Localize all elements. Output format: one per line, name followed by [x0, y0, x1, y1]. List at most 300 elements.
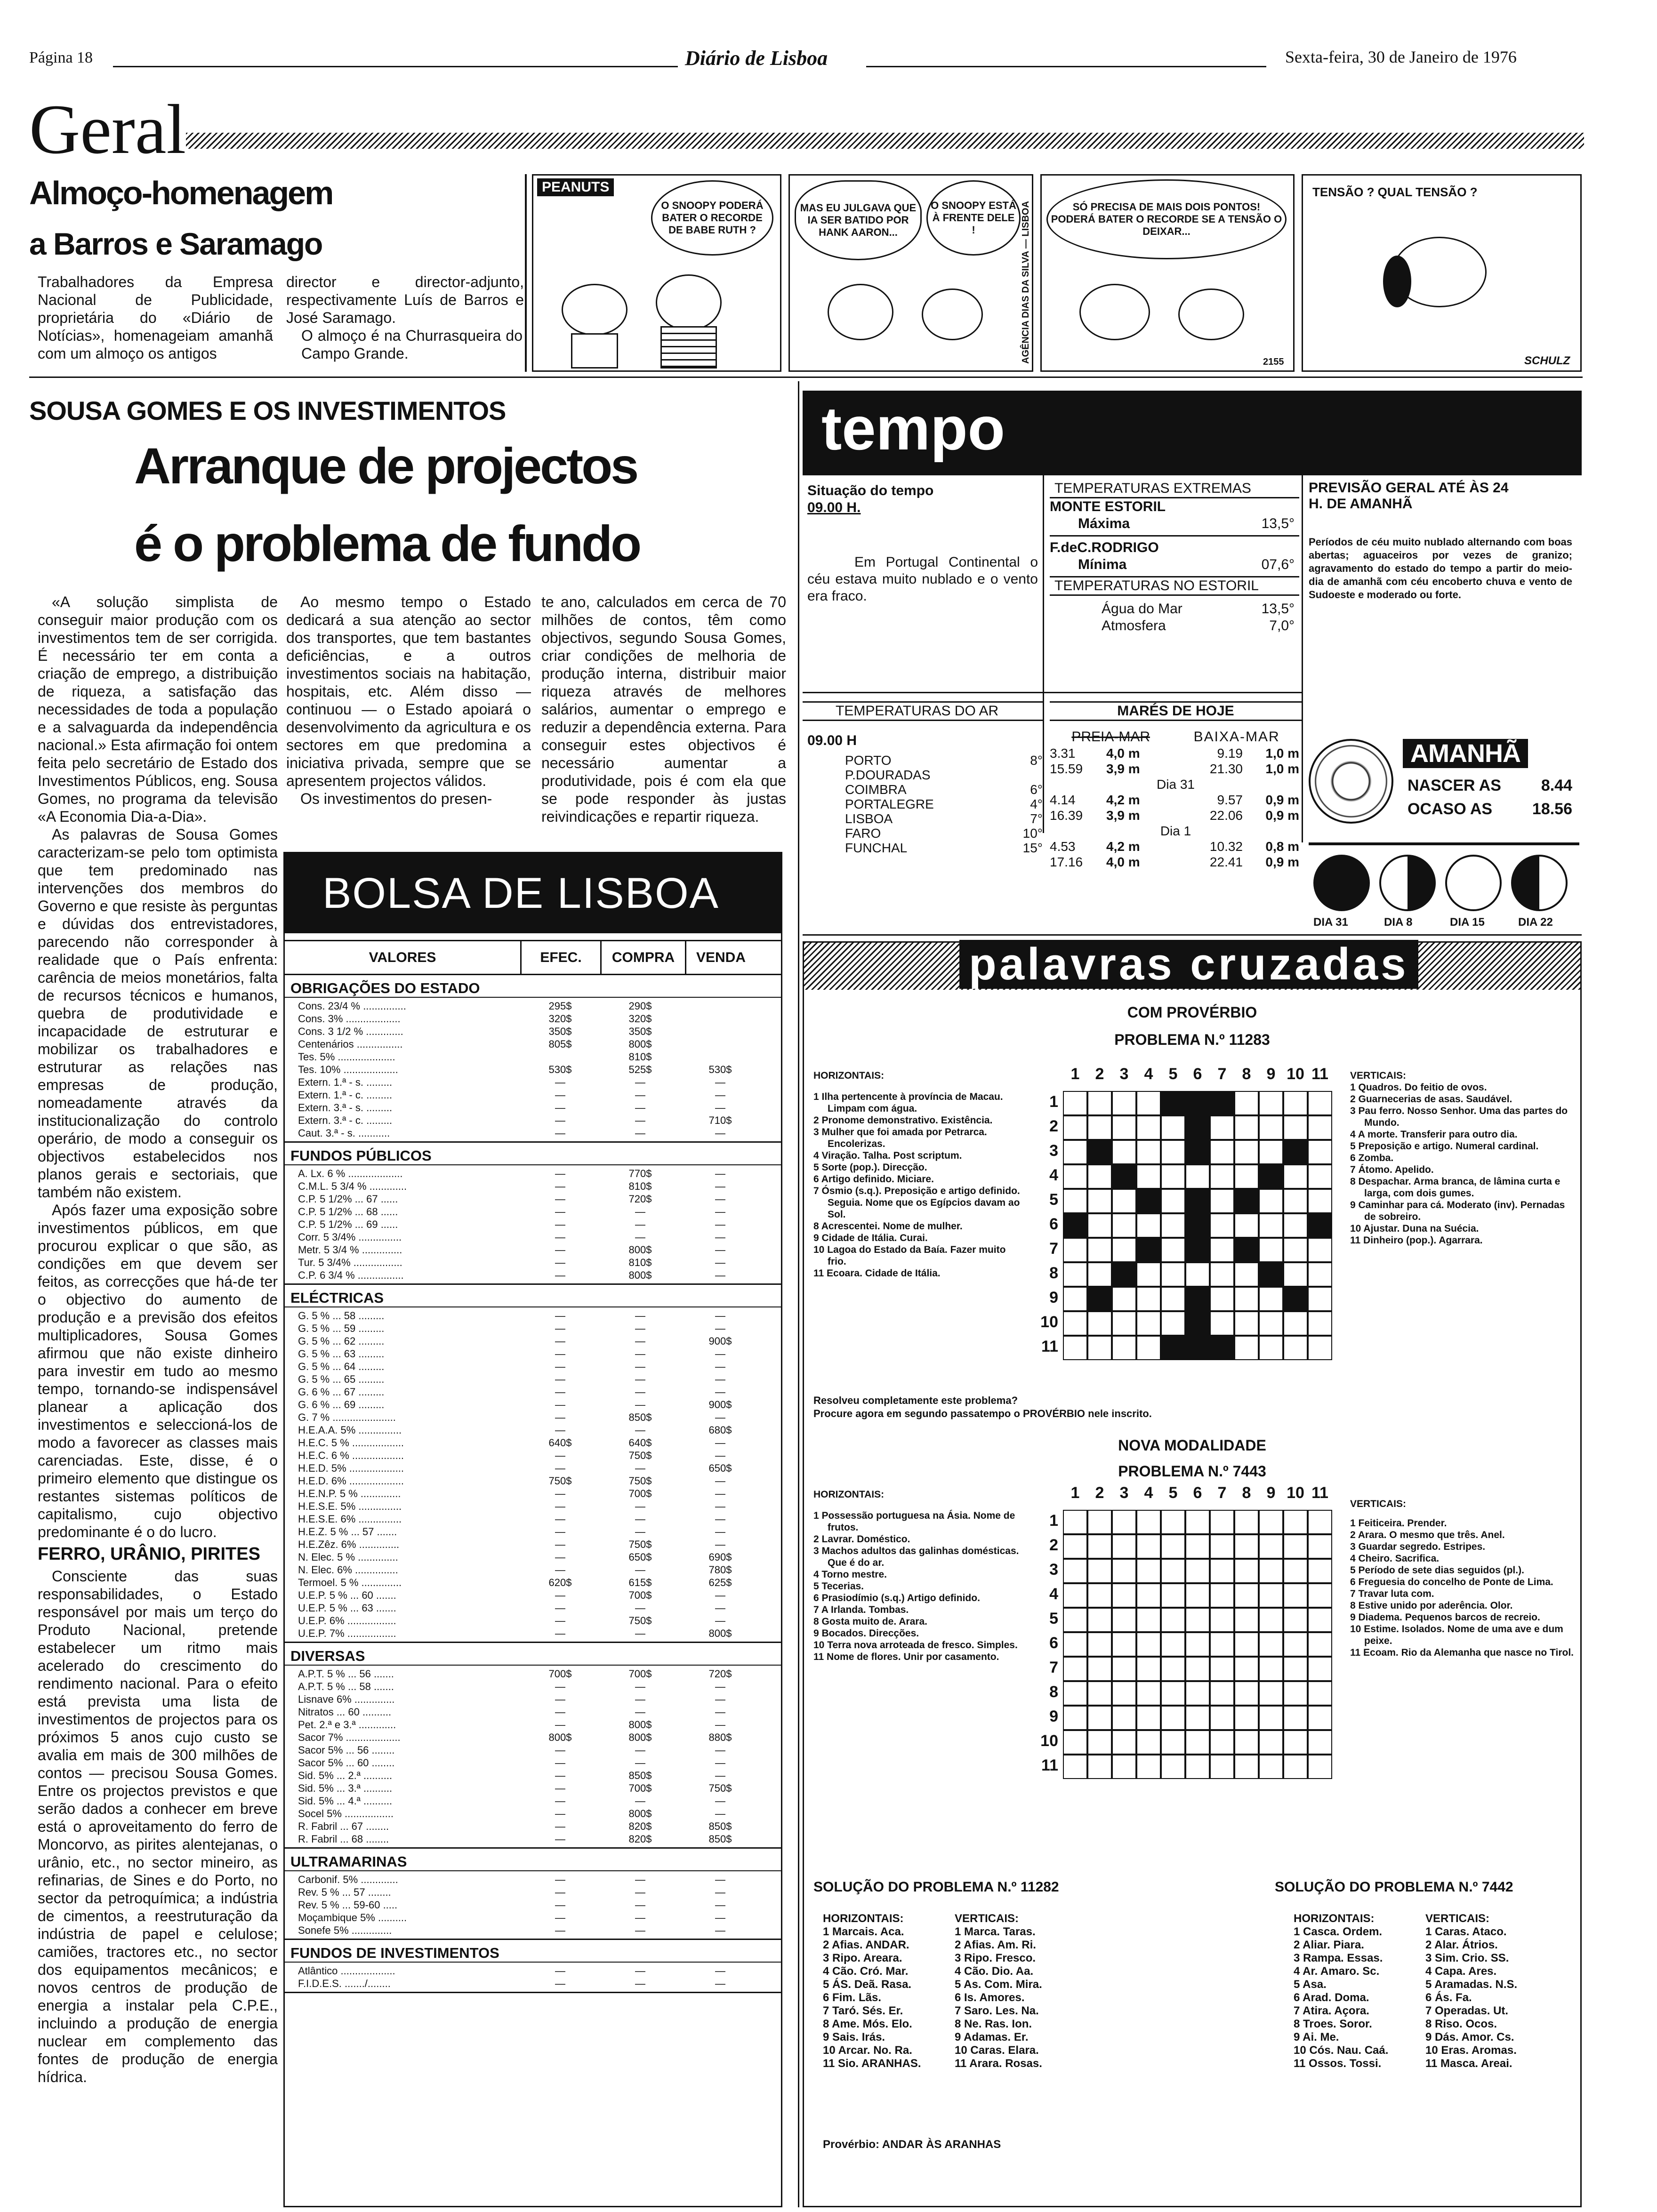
brief-col-2: director e director-adjunto, respectivamente Luís de Barros e José Saramago. — [286, 273, 524, 326]
grid-cell — [1234, 1534, 1259, 1559]
clue-item: 1 Feiticeira. Prender. — [1350, 1518, 1447, 1529]
bolsa-valor: A.P.T. 5 % ... 58 ....... — [298, 1681, 394, 1692]
mares-baixa-time: 22.06 — [1209, 808, 1243, 823]
clue-item: 1 Caras. Ataco. — [1425, 1925, 1507, 1938]
grid-cell-black — [1185, 1189, 1210, 1213]
grid-cell — [1161, 1534, 1185, 1559]
grid-cell-black — [1259, 1262, 1283, 1287]
clue-item: 3 Mulher que foi amada por Petrarca. Encolerizas. — [813, 1127, 987, 1149]
bolsa-row — [285, 1680, 781, 1693]
comic-bubble-3: O SNOOPY ESTÁ À FRENTE DELE ! — [926, 180, 1021, 256]
clue-item: 4 Capa. Ares. — [1425, 1965, 1497, 1978]
grid-cell — [1112, 1213, 1136, 1238]
atm-row — [1050, 617, 1299, 634]
bolsa-compra: — — [635, 1231, 645, 1243]
bolsa-efec: — — [555, 1795, 565, 1807]
grid-cell — [1283, 1706, 1308, 1730]
crossword-grid-1 — [1025, 1065, 1345, 1376]
bolsa-venda: — — [715, 1076, 725, 1088]
sol2-h-head: HORIZONTAIS: — [1294, 1912, 1375, 1925]
moon-new-icon — [1313, 855, 1370, 911]
grid-cell — [1259, 1091, 1283, 1115]
grid-cell — [1112, 1706, 1136, 1730]
bolsa-valor: C.M.L. 5 3/4 % ............. — [298, 1180, 407, 1192]
comic-number: 2155 — [1263, 357, 1284, 367]
bolsa-efec: 800$ — [548, 1731, 572, 1743]
crossword-title: palavras cruzadas — [959, 940, 1418, 989]
sol2-v-head: VERTICAIS: — [1425, 1912, 1490, 1925]
clue-item: 2 Afias. Am. Ri. — [955, 1939, 1036, 1951]
grid-cell — [1210, 1632, 1234, 1657]
grid-cell — [1112, 1681, 1136, 1706]
clue-item: 9 Bocados. Direcções. — [813, 1628, 919, 1639]
mares-preia-height: 4,0 m — [1106, 746, 1140, 761]
clue-item: 2 Arara. O mesmo que três. Anel. — [1350, 1530, 1505, 1540]
bolsa-valor: C.P. 5 1/2% ... 69 ...... — [298, 1218, 398, 1230]
bolsa-valor: H.E.Zêz. 6% .............. — [298, 1539, 400, 1550]
mares-baixa-height: 0,9 m — [1265, 855, 1299, 869]
bolsa-row — [285, 1000, 781, 1012]
grid-cell — [1259, 1583, 1283, 1608]
clue-item: 5 Período de sete dias seguidos (pl.). — [1350, 1565, 1524, 1576]
bolsa-efec: — — [555, 1615, 565, 1627]
bolsa-compra: 700$ — [628, 1488, 652, 1499]
grid-cell — [1210, 1608, 1234, 1632]
bolsa-efec: — — [555, 1193, 565, 1205]
bolsa-row — [285, 1101, 781, 1114]
bolsa-venda: — — [715, 1269, 725, 1281]
clue-item: 11 Sio. ARANHAS. — [823, 2057, 921, 2070]
bolsa-efec: — — [555, 1462, 565, 1474]
grid-cell — [1136, 1311, 1161, 1336]
grid-cell — [1283, 1262, 1308, 1287]
grid-col-number: 3 — [1119, 1065, 1129, 1083]
grid-cell — [1308, 1189, 1332, 1213]
clue-item: 9 Sais. Irás. — [823, 2031, 885, 2044]
grid-cell — [1210, 1164, 1234, 1189]
grid-cell — [1063, 1115, 1087, 1140]
bolsa-efec: — — [555, 1076, 565, 1088]
bolsa-col-efec: EFEC. — [520, 940, 600, 975]
grid-cell — [1136, 1164, 1161, 1189]
grid-cell — [1308, 1115, 1332, 1140]
clue-item: 2 Pronome demonstrativo. Existência. — [813, 1115, 993, 1126]
clue-item: 2 Aliar. Piara. — [1294, 1939, 1364, 1951]
grid-cell-black — [1234, 1189, 1259, 1213]
problem-2-title: PROBLEMA N.º 7443 — [1118, 1463, 1266, 1480]
bolsa-venda: — — [715, 1539, 725, 1550]
bolsa-row — [285, 1667, 781, 1680]
clue-item: 8 Despachar. Arma branca, de lâmina curta e larga, com dois gumes. — [1350, 1176, 1560, 1199]
bolsa-row — [285, 1025, 781, 1038]
amanha-label: AMANHÃ — [1403, 739, 1528, 768]
page-number: Página 18 — [29, 49, 93, 66]
bolsa-title: BOLSA DE LISBOA — [285, 853, 781, 933]
bolsa-valor: Tur. 5 3/4% ................. — [298, 1257, 402, 1268]
clue-item: 8 Acrescentei. Nome de mulher. — [813, 1221, 963, 1232]
bolsa-efec: — — [555, 1526, 565, 1538]
grid-cell — [1259, 1510, 1283, 1534]
grid-cell — [1308, 1311, 1332, 1336]
grid-cell — [1234, 1115, 1259, 1140]
main-vertical-rule — [798, 381, 799, 2207]
article-kicker: SOUSA GOMES E OS INVESTIMENTOS — [29, 396, 506, 425]
grid-cell — [1308, 1608, 1332, 1632]
bolsa-compra: 700$ — [628, 1589, 652, 1601]
grid-cell — [1087, 1706, 1112, 1730]
bolsa-valor: H.E.Z. 5 % ... 57 ....... — [298, 1526, 397, 1538]
grid-cell-black — [1185, 1311, 1210, 1336]
grid-cell — [1185, 1262, 1210, 1287]
bolsa-valor: H.E.C. 5 % .................. — [298, 1437, 404, 1449]
bolsa-valor: Metr. 5 3/4 % .............. — [298, 1244, 402, 1256]
clue-item: 4 Torno mestre. — [813, 1569, 887, 1580]
grid-cell — [1063, 1657, 1087, 1681]
grid-cell — [1308, 1657, 1332, 1681]
bolsa-valor: C.P. 6 3/4 % ................ — [298, 1269, 404, 1281]
clue-item: 10 Caras. Elara. — [955, 2044, 1039, 2057]
bolsa-col-venda: VENDA — [685, 940, 756, 975]
ar-city-temp: 6° — [1030, 782, 1043, 797]
comic-bubble-5: TENSÃO ? QUAL TENSÃO ? — [1312, 185, 1478, 199]
article-para-4: Consciente das suas responsabilidades, o Estado responsável por mais um terço do Produto Nacional, pretende estabelecer um ritmo mais acelerado do crescimento do rendimento nacional. Para o efeito está prevista uma lista de investimentos de projectos para os próximos 5 anos cujo custo se avalia em mais de 300 milhões de contos — precisou Sousa Gomes. Entre os projectos previstos e que serão dados a conhecer em breve está o aproveitamento do ferro de Moncorvo, as pirites alentejanas, o urânio, etc., no sector mineiro, as refinarias, de Sines e do Porto, no sector da petroquímica; a indústria de cimentos, a reestruturação da indústria de papel e celulose; camiões, tractores etc., no sector dos equipamentos mecânicos; e novos centros de produção de energia a instalar pela C.P.E., incluindo a produção de energia nuclear em complemento das fontes de produção de energia hídrica. — [38, 1568, 278, 2085]
clue-item: 3 Ripo. Areara. — [823, 1952, 902, 1964]
grid-cell — [1087, 1238, 1112, 1262]
grid-cell — [1234, 1583, 1259, 1608]
grid-cell — [1063, 1140, 1087, 1164]
brief-col-1: Trabalhadores da Empresa Nacional de Publicidade, proprietária do «Diário de Notícias», homenageiam amanhã com um almoço os antigos — [38, 273, 273, 362]
bolsa-row — [285, 1693, 781, 1706]
ocaso-row — [1408, 800, 1572, 818]
grid-cell — [1308, 1336, 1332, 1360]
maxima-row — [1050, 515, 1299, 537]
sol1-proverb: Provérbio: ANDAR ÀS ARANHAS — [823, 2138, 1001, 2151]
grid-cell — [1308, 1583, 1332, 1608]
bolsa-compra: — — [635, 1744, 645, 1756]
grid-cell — [1112, 1287, 1136, 1311]
grid-row-number: 11 — [1041, 1756, 1058, 1774]
ar-city-row — [803, 768, 1043, 782]
clue-item: 1 Casca. Ordem. — [1294, 1925, 1383, 1938]
mares-head: MARÉS DE HOJE — [1050, 701, 1302, 721]
grid-cell — [1210, 1730, 1234, 1755]
grid-cell-black — [1063, 1213, 1087, 1238]
grid-col-number: 7 — [1217, 1484, 1227, 1502]
clue-item: 10 Estime. Isolados. Nome de uma ave e dum peixe. — [1350, 1624, 1563, 1646]
grid-row-number: 3 — [1049, 1142, 1058, 1160]
mares-preia-height: 3,9 m — [1106, 808, 1140, 823]
agua-row — [1050, 596, 1299, 617]
bolsa-efec: — — [555, 1399, 565, 1411]
bolsa-efec: — — [555, 1361, 565, 1372]
bolsa-row — [285, 1167, 781, 1180]
bolsa-row — [285, 1886, 781, 1899]
bolsa-row — [285, 1706, 781, 1718]
article-subhead: FERRO, URÂNIO, PIRITES — [38, 1544, 260, 1564]
clue-item: 5 As. Com. Mira. — [955, 1978, 1042, 1991]
bolsa-venda: — — [715, 1912, 725, 1923]
bolsa-section-rows — [285, 1665, 781, 1849]
p1-note-1: Resolveu completamente este problema? — [813, 1395, 1018, 1406]
bolsa-venda: 850$ — [708, 1833, 732, 1845]
grid-cell — [1161, 1681, 1185, 1706]
bolsa-venda: — — [715, 1180, 725, 1192]
bolsa-efec: 350$ — [548, 1026, 572, 1037]
bolsa-row — [285, 1475, 781, 1487]
bolsa-efec: — — [555, 1808, 565, 1819]
grid-cell — [1234, 1091, 1259, 1115]
ar-city-temp: 15° — [1022, 841, 1043, 855]
bolsa-efec: — — [555, 1744, 565, 1756]
sol1-horizontal — [823, 1925, 955, 2070]
clue-item: 9 Ai. Me. — [1294, 2031, 1339, 2044]
mares-preia-time: 4.53 — [1050, 839, 1076, 854]
bolsa-row — [285, 1924, 781, 1937]
bolsa-efec: — — [555, 1089, 565, 1101]
bolsa-compra: — — [635, 1912, 645, 1923]
bolsa-venda: 650$ — [708, 1462, 732, 1474]
grid-col-number: 2 — [1095, 1065, 1104, 1083]
bolsa-compra: — — [635, 1127, 645, 1139]
bolsa-row — [285, 1807, 781, 1820]
agua-label: Água do Mar — [1102, 601, 1182, 617]
comic-signature: SCHULZ — [1524, 354, 1570, 367]
minima-label: Mínima — [1078, 557, 1127, 572]
bolsa-row — [285, 1398, 781, 1411]
sol2-vertical — [1425, 1925, 1571, 2070]
bolsa-efec: — — [555, 1589, 565, 1601]
bolsa-efec: — — [555, 1310, 565, 1322]
grid-row-number: 6 — [1049, 1634, 1058, 1652]
bolsa-venda: — — [715, 1719, 725, 1731]
bolsa-valor: A.P.T. 5 % ... 56 ....... — [298, 1668, 394, 1680]
bolsa-compra: — — [635, 1564, 645, 1576]
bolsa-valor: Termoel. 5 % .............. — [298, 1577, 402, 1588]
bolsa-valor: Sid. 5% ... 4.ª .......... — [298, 1795, 393, 1807]
bolsa-row — [285, 1231, 781, 1243]
grid-cell — [1063, 1189, 1087, 1213]
bolsa-venda: — — [715, 1924, 725, 1936]
grid-row-number: 8 — [1049, 1683, 1058, 1701]
bolsa-row — [285, 1373, 781, 1386]
bolsa-compra: — — [635, 1706, 645, 1718]
bolsa-valor: G. 6 % ... 69 ......... — [298, 1399, 385, 1411]
grid-cell — [1087, 1115, 1112, 1140]
bolsa-efec: — — [555, 1206, 565, 1218]
grid-cell — [1063, 1287, 1087, 1311]
clue-item: 7 A Irlanda. Tombas. — [813, 1604, 909, 1615]
bolsa-row — [285, 1769, 781, 1782]
p1-horizontal-clues — [813, 1091, 1021, 1279]
grid-cell — [1185, 1534, 1210, 1559]
grid-cell — [1087, 1632, 1112, 1657]
grid-cell — [1185, 1583, 1210, 1608]
grid-col-number: 1 — [1070, 1484, 1080, 1502]
grid-row-number: 7 — [1049, 1659, 1058, 1676]
grid-cell — [1063, 1583, 1087, 1608]
ocaso-label: OCASO AS — [1408, 800, 1493, 818]
clue-item: 1 Ilha pertencente à província de Macau. Limpam com água. — [813, 1091, 1003, 1114]
bolsa-valor: Extern. 1.ª - s. ......... — [298, 1076, 393, 1088]
bolsa-row — [285, 1347, 781, 1360]
grid-cell — [1283, 1657, 1308, 1681]
ar-city-temp: 4° — [1030, 797, 1043, 811]
clue-item: 3 Ripo. Fresco. — [955, 1952, 1036, 1964]
grid-cell — [1234, 1755, 1259, 1779]
bolsa-venda — [680, 1000, 760, 1012]
clue-item: 7 Taró. Sés. Er. — [823, 2004, 903, 2017]
grid-cell — [1210, 1311, 1234, 1336]
bolsa-valor: A. Lx. 6 % ................... — [298, 1168, 403, 1179]
clue-item: 1 Marca. Taras. — [955, 1925, 1036, 1938]
bolsa-valor: G. 5 % ... 65 ......... — [298, 1373, 385, 1385]
ocaso-value: 18.56 — [1532, 800, 1572, 818]
bolsa-section-title: DIVERSAS — [290, 1648, 365, 1664]
snoopy-figure — [1374, 227, 1496, 350]
grid-cell — [1259, 1311, 1283, 1336]
bolsa-efec: — — [555, 1102, 565, 1114]
p2-horizontal-clues — [813, 1510, 1021, 1663]
grid-cell — [1185, 1608, 1210, 1632]
bolsa-venda: — — [715, 1808, 725, 1819]
bolsa-valor: R. Fabril ... 67 ........ — [298, 1820, 389, 1832]
grid-cell — [1161, 1189, 1185, 1213]
section-hatch-bar — [186, 133, 1584, 149]
clue-item: 11 Masca. Areai. — [1425, 2057, 1512, 2070]
grid-col-number: 8 — [1242, 1484, 1251, 1502]
grid-cell — [1308, 1510, 1332, 1534]
p1-vertical-clues — [1350, 1082, 1576, 1246]
grid-cell — [1112, 1115, 1136, 1140]
grid-cell — [1259, 1238, 1283, 1262]
moon-full-icon — [1445, 855, 1502, 911]
grid-cell — [1136, 1755, 1161, 1779]
grid-cell — [1161, 1262, 1185, 1287]
article-headline-2: é o problema de fundo — [134, 515, 640, 572]
clue-item: 9 Caminhar para cá. Moderato (inv). Pernadas de sobreiro. — [1350, 1200, 1565, 1222]
grid-row-number: 10 — [1040, 1313, 1058, 1331]
comic-figures-2 — [828, 284, 997, 369]
clue-item: 2 Guarnecerias de asas. Saudável. — [1350, 1094, 1512, 1105]
mares-baixa-time: 21.30 — [1209, 761, 1243, 776]
bolsa-compra: — — [635, 1424, 645, 1436]
bolsa-valor: Sacor 5% ... 56 ........ — [298, 1744, 395, 1756]
p1-vertical-head: VERTICAIS: — [1350, 1070, 1407, 1081]
masthead-title: Diário de Lisboa — [685, 47, 828, 70]
grid-cell — [1112, 1189, 1136, 1213]
grid-cell — [1112, 1583, 1136, 1608]
mares-baixa-time: 10.32 — [1209, 839, 1243, 854]
bolsa-venda: 530$ — [708, 1064, 732, 1075]
bolsa-compra: 650$ — [628, 1551, 652, 1563]
bolsa-compra: 350$ — [628, 1026, 652, 1037]
frodrigo: F.deC.RODRIGO — [1050, 540, 1159, 555]
grid-cell-black — [1210, 1091, 1234, 1115]
clue-item: 6 Artigo definido. Miciare. — [813, 1174, 934, 1185]
grid-col-number: 9 — [1266, 1484, 1276, 1502]
estoril-head: TEMPERATURAS NO ESTORIL — [1050, 576, 1299, 596]
ar-city-row — [803, 753, 1043, 768]
grid-cell — [1063, 1336, 1087, 1360]
bolsa-venda: — — [715, 1744, 725, 1756]
bolsa-compra: — — [635, 1310, 645, 1322]
bolsa-venda: — — [715, 1500, 725, 1512]
bolsa-row — [285, 1873, 781, 1886]
clue-item: 6 Zomba. — [1350, 1153, 1394, 1163]
grid-cell — [1161, 1115, 1185, 1140]
bolsa-compra: 820$ — [628, 1820, 652, 1832]
grid-cell — [1087, 1657, 1112, 1681]
clue-item: 10 Eras. Aromas. — [1425, 2044, 1517, 2057]
bolsa-venda: — — [715, 1693, 725, 1705]
bolsa-compra: — — [635, 1114, 645, 1126]
bolsa-valor: U.E.P. 5 % ... 63 ....... — [298, 1602, 396, 1614]
article-col-2 — [286, 593, 531, 808]
bolsa-compra: — — [635, 1899, 645, 1911]
bolsa-venda: — — [715, 1127, 725, 1139]
bolsa-compra: — — [635, 1335, 645, 1347]
mares-row — [1050, 792, 1302, 808]
grid-cell — [1087, 1730, 1112, 1755]
moon-day-3: DIA 15 — [1450, 916, 1485, 929]
clue-item: 4 A morte. Transferir para outro dia. — [1350, 1129, 1518, 1140]
bolsa-compra: 820$ — [628, 1833, 652, 1845]
bolsa-efec: — — [555, 1706, 565, 1718]
grid-cell — [1063, 1311, 1087, 1336]
clue-item: 3 Pau ferro. Nosso Senhor. Uma das partes do Mundo. — [1350, 1106, 1568, 1128]
grid-col-number: 4 — [1144, 1065, 1153, 1083]
bolsa-compra: 615$ — [628, 1577, 652, 1588]
bolsa-compra: — — [635, 1322, 645, 1334]
bolsa-compra: 800$ — [628, 1719, 652, 1731]
grid-cell — [1136, 1336, 1161, 1360]
clue-item: 8 Ame. Mós. Elo. — [823, 2018, 912, 2030]
ar-city-name: COIMBRA — [845, 782, 907, 797]
situacao-time: 09.00 H. — [807, 500, 861, 515]
grid-cell — [1210, 1755, 1234, 1779]
bolsa-valor: G. 7 % ...................... — [298, 1411, 396, 1423]
bolsa-compra: 810$ — [628, 1051, 652, 1063]
bolsa-efec: — — [555, 1450, 565, 1461]
grid-cell — [1063, 1559, 1087, 1583]
bolsa-valor: Carbonif. 5% ............. — [298, 1874, 398, 1885]
clue-item: 5 Tecerias. — [813, 1581, 864, 1592]
bolsa-venda: — — [715, 1450, 725, 1461]
bolsa-valor: Rev. 5 % ... 59-60 ..... — [298, 1899, 398, 1911]
grid-cell — [1136, 1657, 1161, 1681]
bolsa-venda: — — [715, 1193, 725, 1205]
grid-cell — [1136, 1559, 1161, 1583]
bolsa-efec: — — [555, 1627, 565, 1639]
grid-row-number: 4 — [1049, 1166, 1058, 1184]
article-para-6: Os investimentos do presen- — [300, 790, 492, 807]
grid-cell — [1136, 1510, 1161, 1534]
grid-cell — [1112, 1311, 1136, 1336]
grid-cell-black — [1161, 1091, 1185, 1115]
bolsa-valor: G. 5 % ... 62 ......... — [298, 1335, 385, 1347]
grid-cell-black — [1112, 1262, 1136, 1287]
mares-baixa-height: 0,9 m — [1265, 808, 1299, 823]
article-col-1 — [38, 593, 278, 2086]
bolsa-compra: 750$ — [628, 1475, 652, 1487]
bolsa-row — [285, 1731, 781, 1744]
clue-item: 3 Machos adultos das galinhas domésticas. Que é do ar. — [813, 1546, 1019, 1568]
bolsa-compra: 810$ — [628, 1180, 652, 1192]
bolsa-efec: — — [555, 1424, 565, 1436]
bolsa-efec: — — [555, 1681, 565, 1692]
bolsa-venda: 900$ — [708, 1399, 732, 1411]
mares-row — [1050, 745, 1302, 761]
